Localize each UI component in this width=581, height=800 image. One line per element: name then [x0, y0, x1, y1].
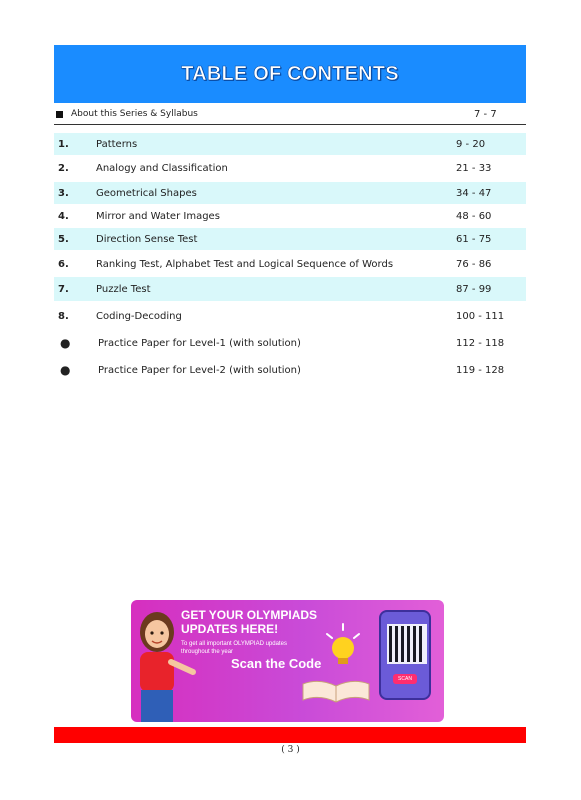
entry-number: 2. [58, 162, 69, 174]
entry-number: 3. [58, 187, 69, 199]
entry-title: Patterns [96, 138, 138, 150]
toc-entry-1 [54, 133, 526, 155]
toc-entry-7 [54, 277, 526, 301]
round-bullet-icon: ● [60, 336, 71, 350]
entry-number: 7. [58, 283, 69, 295]
entry-title: Geometrical Shapes [96, 187, 197, 199]
entry-pages: 112 - 118 [456, 337, 505, 349]
about-label: About this Series & Syllabus [71, 109, 198, 119]
entry-title: Direction Sense Test [96, 233, 198, 245]
banner-subtitle: To get all important OLYMPIAD updates throughout the year [181, 641, 287, 655]
toc-entry-6 [54, 252, 526, 276]
entry-pages: 76 - 86 [456, 258, 492, 270]
entry-number: 4. [58, 210, 69, 222]
entry-title: Practice Paper for Level-1 (with solution) [98, 337, 301, 349]
toc-entry-level-2 [54, 358, 526, 382]
entry-title: Mirror and Water Images [96, 210, 220, 222]
entry-title: Analogy and Classification [96, 162, 228, 174]
entry-number: 1. [58, 138, 69, 150]
entry-number: 8. [58, 310, 69, 322]
entry-pages: 119 - 128 [456, 364, 505, 376]
entry-pages: 9 - 20 [456, 138, 486, 150]
toc-entry-5 [54, 228, 526, 250]
scan-button[interactable]: SCAN [393, 674, 417, 684]
entry-number: 6. [58, 258, 69, 270]
phone-mockup [379, 610, 431, 700]
about-series-row [54, 104, 526, 125]
entry-pages: 48 - 60 [456, 210, 492, 222]
scan-the-code-text: Scan the Code [231, 656, 322, 671]
toc-entry-4 [54, 205, 526, 227]
entry-title: Ranking Test, Alphabet Test and Logical Sequence of Words [96, 258, 394, 270]
entry-pages: 21 - 33 [456, 162, 492, 174]
page-title: TABLE OF CONTENTS [181, 62, 399, 85]
entry-number: 5. [58, 233, 69, 245]
lightbulb-icon [323, 622, 363, 672]
about-pages: 7 - 7 [474, 108, 497, 120]
entry-pages: 61 - 75 [456, 233, 492, 245]
banner-heading: GET YOUR OLYMPIADS UPDATES HERE! [181, 608, 318, 636]
entry-pages: 100 - 111 [456, 310, 505, 322]
entry-title: Coding-Decoding [96, 310, 182, 322]
toc-entry-8 [54, 304, 526, 328]
toc-entry-level-1 [54, 331, 526, 355]
entry-title: Practice Paper for Level-2 (with solution) [98, 364, 301, 376]
page-number: ( 3 ) [281, 745, 300, 755]
open-book-icon [301, 678, 371, 704]
toc-entry-2 [54, 157, 526, 179]
toc-entry-3 [54, 182, 526, 204]
entry-pages: 87 - 99 [456, 283, 492, 295]
square-bullet-icon [56, 111, 63, 118]
entry-pages: 34 - 47 [456, 187, 492, 199]
red-footer-bar [54, 727, 526, 743]
entry-title: Puzzle Test [96, 283, 151, 295]
round-bullet-icon: ● [60, 363, 71, 377]
olympiad-updates-banner[interactable] [131, 600, 444, 722]
toc-header [54, 45, 526, 103]
qr-code-icon [387, 624, 427, 664]
